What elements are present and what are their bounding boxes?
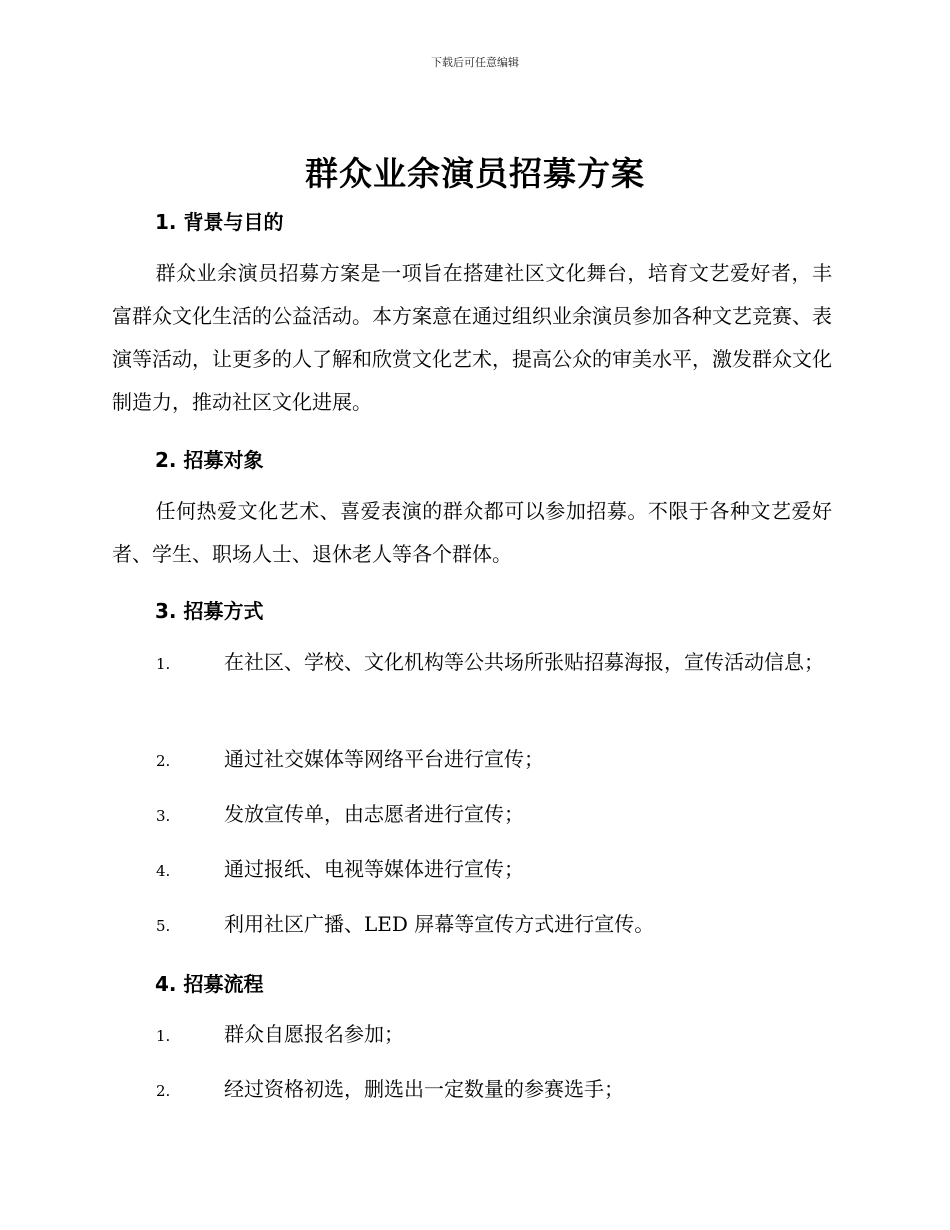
list-item-text: 通过社交媒体等网络平台进行宣传； <box>224 747 544 771</box>
list-item-number: 2. <box>156 752 171 770</box>
list-item-text: 利用社区广播、LED 屏幕等宣传方式进行宣传。 <box>224 912 655 936</box>
paragraph-background <box>112 252 832 424</box>
section-heading-target: 2. 招募对象 <box>155 448 264 472</box>
paragraph-target-text: 任何热爱文化艺术、喜爱表演的群众都可以参加招募。不限于各种文艺爱好者、学生、职场人士、退休老人等各个群体。 <box>112 499 832 566</box>
list-item-text: 群众自愿报名参加； <box>224 1022 404 1046</box>
list-item <box>112 1068 832 1111</box>
list-item-number: 1. <box>156 655 171 673</box>
section-heading-methods: 3. 招募方式 <box>155 599 264 623</box>
list-item-text: 在社区、学校、文化机构等公共场所张贴招募海报，宣传活动信息； <box>224 650 824 674</box>
document-title: 群众业余演员招募方案 <box>305 154 645 193</box>
list-item-number: 5. <box>156 917 171 935</box>
list-item-text: 通过报纸、电视等媒体进行宣传； <box>224 857 524 881</box>
list-item <box>112 641 832 684</box>
list-item <box>112 793 832 836</box>
paragraph-target <box>112 490 832 576</box>
list-item-number: 1. <box>156 1027 171 1045</box>
list-item-text: 经过资格初选，删选出一定数量的参赛选手； <box>224 1077 624 1101</box>
list-item-text: 发放宣传单，由志愿者进行宣传； <box>224 802 524 826</box>
list-item-number: 3. <box>156 807 171 825</box>
list-item-number: 4. <box>156 862 171 880</box>
paragraph-background-text: 群众业余演员招募方案是一项旨在搭建社区文化舞台，培育文艺爱好者，丰富群众文化生活的公益活动。本方案意在通过组织业余演员参加各种文艺竞赛、表演等活动，让更多的人了解和欣赏文化艺术，提高公众的审美水平，激发群众文化制造力，推动社区文化进展。 <box>112 261 832 414</box>
list-item <box>112 738 832 781</box>
section-heading-process: 4. 招募流程 <box>155 972 264 996</box>
list-item <box>112 903 832 946</box>
section-heading-background: 1. 背景与目的 <box>155 210 284 234</box>
page-header: 下载后可任意编辑 <box>431 56 519 69</box>
list-item <box>112 1013 832 1056</box>
list-item-number: 2. <box>156 1082 171 1100</box>
list-item <box>112 848 832 891</box>
